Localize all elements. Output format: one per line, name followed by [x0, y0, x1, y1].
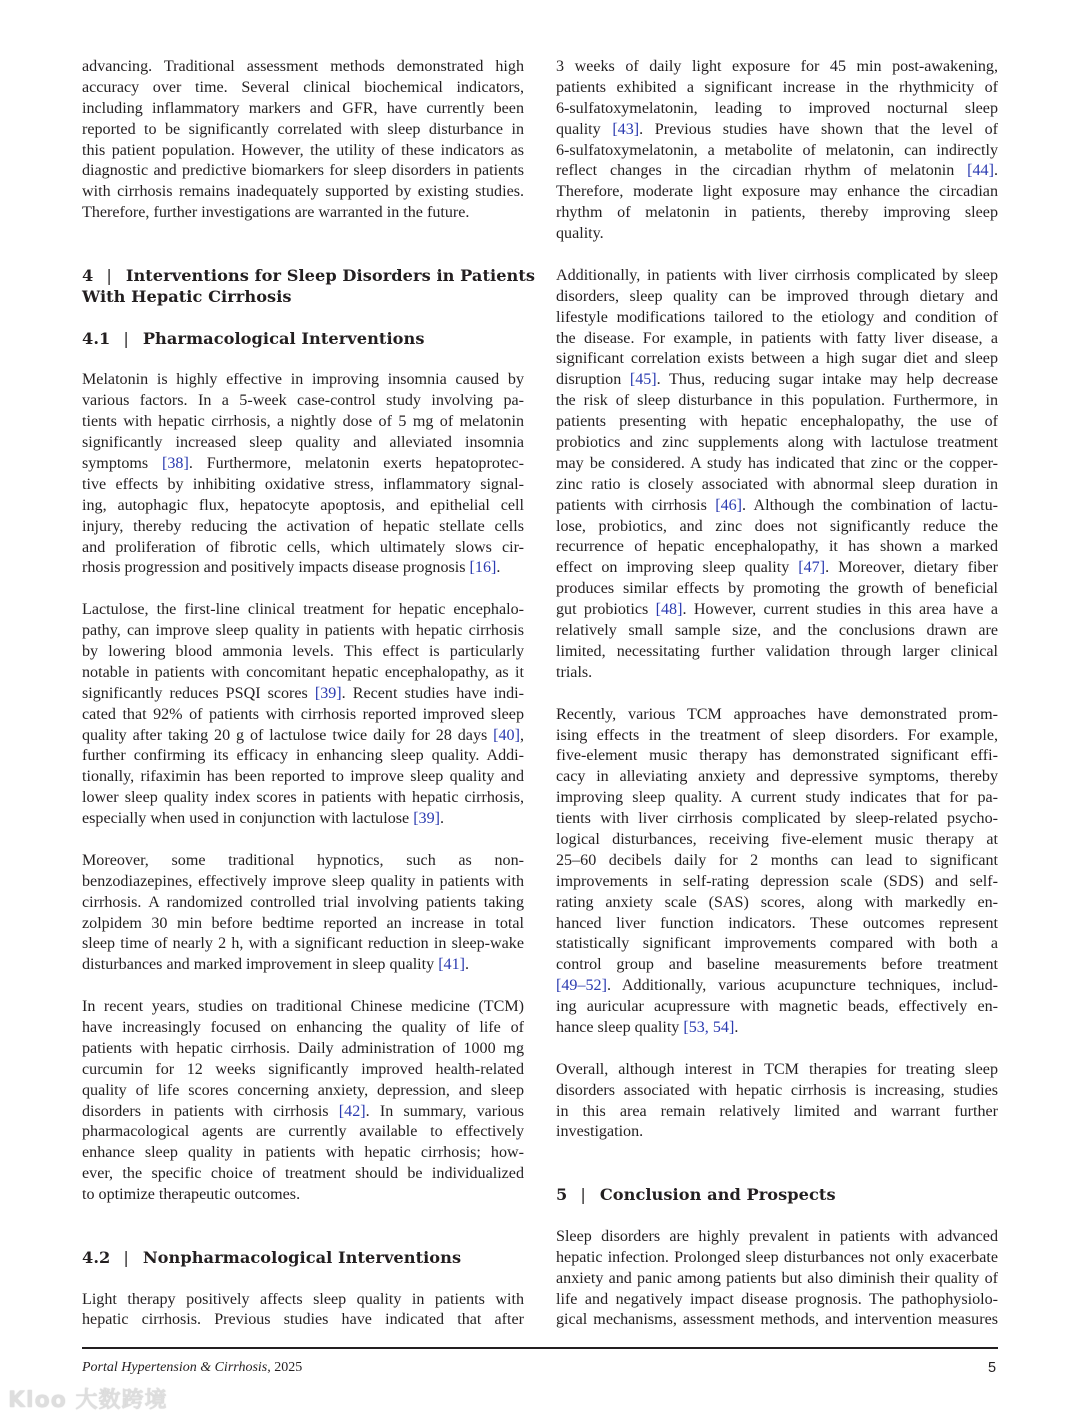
text-segment: reported to be significantly correlated with sleep disturbance in	[82, 120, 524, 138]
text-line	[556, 705, 998, 726]
text-line	[82, 391, 524, 412]
text-line	[82, 997, 524, 1018]
text-segment: gut probiotics	[556, 601, 656, 619]
text-line	[556, 475, 998, 496]
text-segment: advancing. Traditional assessment methods demonstrated high	[82, 58, 524, 75]
citation-link[interactable]: [47]	[798, 559, 826, 577]
text-segment: significant correlation exists between a high sugar diet and sleep	[556, 350, 998, 368]
text-line	[82, 496, 524, 517]
right-column	[556, 57, 998, 1331]
text-segment: patients presenting with hepatic encephalopathy, the use of	[556, 413, 998, 431]
text-segment: 3 weeks of daily light exposure for 45 min post-awakening,	[556, 58, 998, 75]
text-segment: patients with hepatic cirrhosis. Daily administration of 1000 mg	[82, 1039, 524, 1057]
text-segment: . Recent studies have indi-	[341, 684, 525, 702]
text-segment: . However, current studies in this area have a	[682, 601, 998, 619]
text-line	[82, 454, 524, 475]
text-line	[82, 517, 524, 538]
text-segment: cated that 92% of patients with cirrhosis reported improved sleep	[82, 705, 524, 723]
text-line	[82, 809, 524, 830]
text-line	[82, 642, 524, 663]
paragraph-melatonin	[82, 370, 524, 579]
text-line	[82, 705, 524, 726]
text-line	[556, 1227, 998, 1248]
text-segment: recurrence of hepatic encephalopathy, it has shown a marked	[556, 538, 998, 556]
text-segment: . Furthermore, melatonin exerts hepatoprotec-	[188, 454, 524, 472]
text-line	[82, 1081, 524, 1102]
watermark-logo: Kloo 大数跨境	[8, 1388, 168, 1413]
citation-link[interactable]: [49–52]	[556, 977, 607, 995]
section-number: 4	[82, 265, 94, 285]
text-line	[556, 914, 998, 935]
text-segment: ing auricular acupressure with magnetic beads, effectively en-	[556, 998, 998, 1016]
text-segment: rhosis progression and positively impacts disease prognosis	[82, 559, 470, 577]
text-line	[556, 1122, 998, 1143]
text-segment: disorders, sleep quality can be improved through dietary and	[556, 287, 998, 305]
text-line	[82, 872, 524, 893]
text-line	[82, 1164, 524, 1185]
text-segment: disorders in patients with cirrhosis	[82, 1102, 339, 1120]
text-segment: patients with cirrhosis	[556, 496, 716, 514]
text-segment: pathy, can improve sleep quality in patients with hepatic cirrhosis	[82, 622, 524, 640]
text-segment: various factors. In a 5-week case-control study involving pa-	[82, 392, 524, 410]
text-segment: anxiety and panic among patients but also diminish their quality of	[556, 1269, 998, 1287]
text-segment: enhance sleep quality in patients with hepatic cirrhosis; how-	[82, 1144, 524, 1162]
section-number: 5	[556, 1185, 568, 1205]
text-segment: and proliferation of fibrotic cells, which ultimately slows cir-	[82, 538, 524, 556]
text-segment: disruption	[556, 371, 630, 389]
section-number: 4.1	[82, 328, 111, 348]
text-segment: hepatic infection. Prolonged sleep disturbances not only exacerbate	[556, 1248, 998, 1266]
paragraph-light-therapy-continued	[556, 57, 998, 245]
section-4-1-heading: 4.1 | Pharmacological Interventions	[82, 328, 425, 348]
text-line	[82, 663, 524, 684]
paragraph-overall	[556, 1060, 998, 1144]
text-line	[82, 475, 524, 496]
text-segment: disorders associated with hepatic cirrhosis is increasing, studies	[556, 1081, 998, 1099]
text-segment: Additionally, in patients with liver cirrhosis complicated by sleep	[556, 266, 998, 284]
text-segment: zinc ratio is closely associated with abnormal sleep duration in	[556, 475, 998, 493]
text-segment: notable in patients with concomitant hepatic encephalopathy, as it	[82, 663, 524, 681]
text-line	[556, 558, 998, 579]
paragraph-diet-lifestyle	[556, 266, 998, 684]
footer-journal	[82, 1360, 302, 1376]
text-segment: statistically significant improvements compared with both a	[556, 935, 998, 953]
text-line	[82, 1122, 524, 1143]
text-segment: quality.	[556, 225, 604, 243]
text-line	[556, 1081, 998, 1102]
text-segment: .	[440, 810, 445, 828]
text-line	[556, 1290, 998, 1311]
text-segment: Recently, various TCM approaches have demonstrated prom-	[556, 705, 998, 723]
text-line	[82, 433, 524, 454]
text-line	[556, 1102, 998, 1123]
text-segment: relatively small sample size, and the conclusions drawn are	[556, 622, 998, 640]
text-line	[556, 872, 998, 893]
text-segment: . Although the combination of lactu-	[742, 496, 998, 514]
text-segment: improving sleep quality. A current study indicates that for pa-	[556, 789, 998, 807]
text-line	[556, 642, 998, 663]
text-line	[556, 287, 998, 308]
text-line	[556, 579, 998, 600]
text-segment: 6-sulfatoxymelatonin, leading to improved nocturnal sleep	[556, 99, 998, 117]
text-segment: by lowering blood ammonia levels. This effect is particularly	[82, 642, 524, 660]
text-line	[556, 788, 998, 809]
text-segment: lower sleep quality index scores in patients with hepatic cirrhosis,	[82, 789, 524, 807]
text-line	[556, 161, 998, 182]
citation-link[interactable]: [53, 54]	[683, 1018, 735, 1036]
text-line	[556, 412, 998, 433]
text-segment: benzodiazepines, effectively improve sleep quality in patients with	[82, 872, 524, 890]
text-segment: quality after taking 20 g of lactulose twice daily for 28 days	[82, 726, 494, 744]
text-segment: lifestyle modifications tailored to the etiology and condition of	[556, 308, 998, 326]
text-segment: . Previous studies have shown that the level of	[639, 120, 998, 138]
citation-link[interactable]: [46]	[715, 496, 743, 514]
citation-link[interactable]: [39]	[413, 810, 440, 828]
text-line	[556, 934, 998, 955]
text-line	[556, 57, 998, 78]
section-title: Pharmacological Interventions	[142, 328, 425, 348]
text-segment: ever, the specific choice of treatment should be individualized	[82, 1165, 524, 1183]
text-segment: tients with liver cirrhosis complicated by sleep-related psycho-	[556, 810, 998, 828]
text-segment: produces similar effects by promoting the growth of beneficial	[556, 580, 998, 598]
text-segment: disturbances and marked improvement in sleep quality	[82, 956, 439, 974]
text-segment: .	[496, 559, 501, 577]
text-segment: accuracy over time. Several clinical biochemical indicators,	[82, 78, 524, 96]
text-line	[556, 955, 998, 976]
text-segment: control group and baseline measurements before treatment	[556, 956, 998, 974]
text-line	[556, 1248, 998, 1269]
text-line	[556, 182, 998, 203]
paragraph-lactulose	[82, 600, 524, 830]
text-line	[556, 726, 998, 747]
text-line	[556, 141, 998, 162]
text-line	[556, 203, 998, 224]
text-segment: In recent years, studies on traditional Chinese medicine (TCM)	[82, 998, 524, 1016]
citation-link[interactable]: [40]	[493, 726, 520, 744]
left-column	[82, 57, 536, 1331]
text-segment: quality of life scores concerning anxiety, depression, and sleep	[82, 1081, 524, 1099]
text-line	[82, 684, 524, 705]
text-line	[82, 1102, 524, 1123]
text-line	[556, 78, 998, 99]
text-segment: Moreover, some traditional hypnotics, such as non-	[82, 851, 524, 869]
footer-rule	[82, 1347, 998, 1349]
text-line	[82, 1060, 524, 1081]
text-segment: the disease. For example, in patients with fatty liver disease, a	[556, 329, 998, 347]
text-line	[556, 997, 998, 1018]
text-line	[556, 537, 998, 558]
section-number: 4.2	[82, 1247, 111, 1267]
text-line	[556, 517, 998, 538]
text-segment: the risk of sleep disturbance in this population. Furthermore, in	[556, 392, 998, 410]
text-segment: . In summary, various	[365, 1102, 524, 1120]
text-line	[82, 893, 524, 914]
text-line	[82, 934, 524, 955]
text-segment: to optimize therapeutic outcomes.	[82, 1186, 301, 1204]
text-segment: tive effects by inhibiting oxidative stress, inflammatory signal-	[82, 475, 524, 493]
section-4-2-heading: 4.2 | Nonpharmacological Interventions	[82, 1247, 462, 1267]
section-title: Conclusion and Prospects	[599, 1185, 836, 1205]
text-segment: zolpidem 30 min before bedtime reported an increase in total	[82, 914, 524, 932]
text-segment: especially when used in conjunction with lactulose	[82, 810, 414, 828]
text-line	[82, 558, 524, 579]
text-line	[556, 600, 998, 621]
text-segment: Melatonin is highly effective in improving insomnia caused by	[82, 371, 524, 389]
text-segment: improvements in self-rating depression scale (SDS) and self-	[556, 872, 998, 890]
text-segment: further confirming its efficacy in enhancing sleep quality. Addi-	[82, 747, 524, 765]
text-segment: .	[465, 956, 470, 974]
text-line	[556, 1269, 998, 1290]
text-segment: patients exhibited a significant increase in the rhythmicity of	[556, 78, 998, 96]
text-line	[82, 746, 524, 767]
text-line	[82, 600, 524, 621]
text-segment: hanced liver function indicators. These outcomes represent	[556, 914, 998, 932]
text-line	[556, 1018, 998, 1039]
text-line	[556, 746, 998, 767]
citation-link[interactable]: [41]	[438, 956, 466, 974]
citation-link[interactable]: [16]	[469, 559, 497, 577]
text-line	[556, 893, 998, 914]
paragraph-tcm-recent	[556, 705, 998, 1039]
text-segment: including inflammatory markers and GFR, have currently been	[82, 99, 524, 117]
text-line	[556, 1310, 998, 1331]
text-segment: . Thus, reducing sugar intake may help decrease	[656, 371, 998, 389]
text-segment: effect on improving sleep quality	[556, 559, 799, 577]
text-segment: rating anxiety scale (SAS) scores, along with markedly en-	[556, 893, 998, 911]
journal-year: , 2025	[267, 1360, 303, 1375]
text-segment: symptoms	[82, 454, 163, 472]
text-line	[82, 788, 524, 809]
text-line	[82, 1039, 524, 1060]
text-line	[556, 391, 998, 412]
text-segment: trials.	[556, 663, 593, 681]
text-line	[82, 955, 524, 976]
text-segment: diagnostic and predictive biomarkers for sleep disorders in patients	[82, 162, 524, 180]
text-line	[82, 914, 524, 935]
text-segment: 25–60 decibels daily for 2 months can lead to significant	[556, 851, 998, 869]
text-line	[82, 767, 524, 788]
text-line	[82, 1290, 524, 1311]
text-segment: . Additionally, various acupuncture techniques, includ-	[606, 977, 998, 995]
citation-link[interactable]: [48]	[655, 601, 683, 619]
text-line	[556, 266, 998, 287]
text-segment: Therefore, moderate light exposure may enhance the circadian	[556, 183, 998, 201]
text-line	[82, 161, 524, 182]
text-line	[82, 726, 524, 747]
text-line	[556, 851, 998, 872]
citation-link[interactable]: [43]	[612, 120, 640, 138]
text-segment: lose, probiotics, and zinc does not significantly reduce the	[556, 517, 998, 535]
text-line	[82, 182, 524, 203]
text-segment: ing, autophagic flux, hepatocyte apoptosis, and epithelial cell	[82, 496, 524, 514]
text-line	[556, 120, 998, 141]
text-line	[82, 538, 524, 559]
text-line	[556, 99, 998, 120]
section-title: Nonpharmacological Interventions	[142, 1247, 462, 1267]
text-line	[556, 370, 998, 391]
paragraph-light-therapy	[82, 1290, 524, 1332]
text-segment: . Moreover, dietary fiber	[825, 559, 998, 577]
citation-link[interactable]: [45]	[629, 371, 657, 389]
paragraph-hypnotics	[82, 851, 524, 976]
text-segment: gical mechanisms, assessment methods, and intervention measures	[556, 1311, 998, 1329]
text-segment: tients with hepatic cirrhosis, a nightly dose of 5 mg of melatonin	[82, 413, 524, 431]
text-segment: 6-sulfatoxymelatonin, a metabolite of melatonin, can indirectly	[556, 141, 998, 159]
text-segment: significantly increased sleep quality and alleviated insomnia	[82, 434, 524, 452]
text-segment: five-element music therapy has demonstrated significant effi-	[556, 747, 998, 765]
section-5-heading: 5 | Conclusion and Prospects	[556, 1185, 836, 1205]
section-4-heading-line2: With Hepatic Cirrhosis	[82, 286, 292, 306]
text-segment: .	[993, 162, 998, 180]
text-segment: investigation.	[556, 1123, 644, 1141]
text-segment: limited, necessitating further validation through larger clinical	[556, 642, 998, 660]
text-line	[82, 78, 524, 99]
text-line	[556, 349, 998, 370]
text-segment: ,	[519, 726, 524, 744]
text-line	[556, 621, 998, 642]
paragraph-conclusion	[556, 1227, 998, 1331]
paragraph-assessment-continued	[82, 57, 524, 224]
text-line	[556, 433, 998, 454]
text-line	[556, 976, 998, 997]
citation-link[interactable]: [39]	[314, 684, 342, 702]
text-segment: curcumin for 12 weeks significantly improved health-related	[82, 1060, 524, 1078]
text-segment: tionally, rifaximin has been reported to improve sleep quality and	[82, 768, 524, 786]
text-segment: hance sleep quality	[556, 1018, 684, 1036]
text-line	[556, 830, 998, 851]
text-segment: Sleep disorders are highly prevalent in patients with advanced	[556, 1227, 998, 1245]
text-line	[556, 809, 998, 830]
citation-link[interactable]: [42]	[338, 1102, 366, 1120]
text-segment: hepatic cirrhosis. Previous studies have indicated that after	[82, 1311, 524, 1329]
section-4-heading: 4 | Interventions for Sleep Disorders in Patients	[82, 265, 536, 285]
text-segment: pharmacological agents are currently available to effectively	[82, 1123, 524, 1141]
text-line	[82, 120, 524, 141]
text-segment: cirrhosis. A randomized controlled trial involving patients taking	[82, 893, 524, 911]
text-line	[82, 99, 524, 120]
text-segment: with cirrhosis remains inadequately supported by existing studies.	[82, 183, 524, 201]
text-segment: reflect changes in the circadian rhythm of melatonin	[556, 162, 968, 180]
text-segment: Light therapy positively affects sleep quality in patients with	[82, 1290, 524, 1308]
text-segment: this patient population. However, the utility of these indicators as	[82, 141, 524, 159]
text-line	[556, 663, 998, 684]
text-line	[82, 1310, 524, 1331]
text-line	[82, 1018, 524, 1039]
text-segment: significantly reduces PSQI scores	[82, 684, 315, 702]
text-segment: quality	[556, 120, 613, 138]
text-line	[82, 412, 524, 433]
text-line	[82, 621, 524, 642]
text-line	[82, 141, 524, 162]
text-segment: logical disturbances, receiving five-element music therapy at	[556, 830, 998, 848]
text-segment: may be considered. A study has indicated that zinc or the copper-	[556, 454, 998, 472]
text-segment: in this area remain relatively limited and warrant further	[556, 1102, 998, 1120]
text-segment: Overall, although interest in TCM therapies for treating sleep	[556, 1060, 998, 1078]
text-line	[556, 767, 998, 788]
text-segment: cacy in alleviating anxiety and depressive symptoms, thereby	[556, 768, 998, 786]
text-line	[556, 308, 998, 329]
text-line	[556, 224, 998, 245]
page-number: 5	[988, 1360, 997, 1376]
text-segment: injury, thereby reducing the activation of hepatic stellate cells	[82, 517, 524, 535]
text-line	[556, 496, 998, 517]
text-line	[82, 1143, 524, 1164]
text-line	[556, 454, 998, 475]
text-line	[82, 370, 524, 391]
text-segment: sleep time of nearly 2 h, with a significant reduction in sleep-wake	[82, 935, 524, 953]
text-line	[82, 57, 524, 78]
text-segment: ising effects in the treatment of sleep disorders. For example,	[556, 726, 998, 744]
citation-link[interactable]: [44]	[967, 162, 994, 180]
text-segment: life and negatively impact disease prognosis. The pathophysiolo-	[556, 1290, 998, 1308]
text-line	[82, 851, 524, 872]
text-line	[82, 203, 524, 224]
text-segment: .	[734, 1018, 739, 1036]
citation-link[interactable]: [38]	[162, 454, 189, 472]
section-title: Interventions for Sleep Disorders in Patients	[125, 265, 536, 285]
text-segment: have increasingly focused on enhancing the quality of life of	[82, 1018, 524, 1036]
text-line	[556, 1060, 998, 1081]
text-segment: Therefore, further investigations are warranted in the future.	[82, 204, 470, 222]
text-segment: rhythm of melatonin in patients, thereby improving sleep	[556, 204, 998, 222]
journal-name: Portal Hypertension & Cirrhosis	[82, 1360, 268, 1375]
text-line	[82, 1185, 524, 1206]
text-segment: Lactulose, the first-line clinical treatment for hepatic encephalo-	[82, 601, 524, 619]
text-segment: probiotics and zinc supplements along with lactulose treatment	[556, 434, 998, 452]
text-line	[556, 329, 998, 350]
paragraph-tcm-pharmacological	[82, 997, 524, 1206]
